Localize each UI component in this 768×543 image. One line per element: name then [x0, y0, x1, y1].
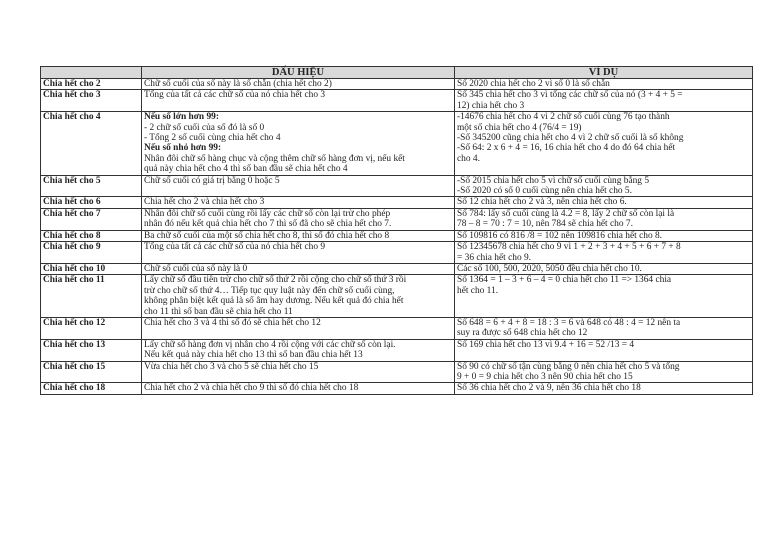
sign-line: Chữ số cuối có giá trị bằng 0 hoặc 5	[144, 175, 280, 186]
sign-line: Nhân đôi chữ số cuối cùng rồi lấy các chữ số còn lại trừ cho phép	[144, 208, 391, 219]
sign-line: Tổng của tất cả các chữ số của nó chia hết cho 3	[144, 90, 326, 101]
sign-line: Lấy chữ số hàng đơn vị nhân cho 4 rồi cộng với các chữ số còn lại.	[144, 339, 396, 350]
header-sign: DẤU HIỆU	[142, 67, 455, 79]
rule-name-cell: Chia hết cho 2	[41, 79, 142, 90]
sign-line: Ba chữ số cuối của một số chia hết cho 8, thì số đó chia hết cho 8	[144, 230, 390, 241]
rule-name-cell: Chia hết cho 3	[41, 90, 142, 112]
example-line: Số 1364 = 1 – 3 + 6 – 4 = 0 chia hết cho 11 => 1364 chia	[457, 275, 672, 286]
table-row	[41, 242, 753, 264]
example-cell	[455, 317, 753, 339]
sign-line: Nếu số nhỏ hơn 99:	[144, 143, 222, 154]
example-line: Số 90 có chữ số tận cùng bằng 0 nên chia hết cho 5 và tổng	[457, 361, 680, 372]
table-row	[41, 275, 753, 318]
example-line: Các số 100, 500, 2020, 5050 đều chia hết cho 10.	[457, 263, 642, 274]
example-line: Số 648 = 6 + 4 + 8 = 18 : 3 = 6 và 648 có 48 : 4 = 12 nên ta	[457, 317, 681, 328]
rule-name-cell: Chia hết cho 8	[41, 230, 142, 241]
example-cell	[455, 275, 753, 318]
table-row	[41, 90, 753, 112]
example-cell	[455, 112, 753, 175]
example-cell	[455, 230, 753, 241]
rule-name-cell: Chia hết cho 4	[41, 112, 142, 175]
rule-name-cell: Chia hết cho 15	[41, 361, 142, 383]
example-line: cho 4.	[457, 153, 480, 164]
table-row	[41, 230, 753, 241]
sign-line: Nhân đôi chữ số hàng chục và cộng thêm chữ số hàng đơn vị, nếu kết	[144, 153, 405, 164]
example-cell	[455, 90, 753, 112]
example-line: Số 169 chia hết cho 13 vì 9.4 + 16 = 52 /13 = 4	[457, 339, 635, 350]
example-cell	[455, 175, 753, 197]
example-line: Số 109816 có 816 /8 = 102 nên 109816 chia hết cho 8.	[457, 230, 663, 241]
example-line: Số 345 chia hết cho 3 vì tổng các chữ số của nó (3 + 4 + 5 =	[457, 90, 683, 101]
example-line: 78 – 8 = 70 : 7 = 10, nên 784 sẽ chia hết cho 7.	[457, 219, 633, 230]
example-line: Số 784: lấy số cuối cùng là 4.2 = 8, lấy 2 chữ số còn lại là	[457, 208, 675, 219]
example-cell	[455, 263, 753, 274]
example-cell	[455, 383, 753, 394]
header-example: VÍ DỤ	[455, 67, 753, 79]
example-line: -Số 2015 chia hết cho 5 vì chữ số cuối cùng bằng 5	[457, 175, 650, 186]
sign-line: trừ cho chữ số thứ 4… Tiếp tục quy luật này đến chữ số cuối cùng,	[144, 285, 395, 296]
table-body	[41, 79, 753, 395]
table-row	[41, 383, 753, 394]
sign-cell	[142, 175, 455, 197]
table-row	[41, 197, 753, 208]
rule-name-cell: Chia hết cho 18	[41, 383, 142, 394]
sign-cell	[142, 230, 455, 241]
sign-line: Tổng của tất cả các chữ số của nó chia hết cho 9	[144, 242, 326, 253]
sign-cell	[142, 79, 455, 90]
example-cell	[455, 242, 753, 264]
example-line: 12) chia hết cho 3	[457, 100, 525, 111]
sign-line: Chia hết cho 2 và chia hết cho 3	[144, 197, 265, 208]
example-cell	[455, 208, 753, 230]
table-row	[41, 208, 753, 230]
sign-line: Lấy chữ số đầu tiên trừ cho chữ số thứ 2 rồi cộng cho chữ số thứ 3 rồi	[144, 275, 407, 286]
sign-line: Chia hết cho 3 và 4 thì số đó sẽ chia hết cho 12	[144, 317, 321, 328]
rule-name-cell: Chia hết cho 10	[41, 263, 142, 274]
example-line: 9 + 0 = 9 chia hết cho 3 nên 90 chia hết cho 15	[457, 371, 633, 382]
rule-name-cell: Chia hết cho 13	[41, 339, 142, 361]
sign-cell	[142, 361, 455, 383]
sign-line: quả này chia hết cho 4 thì số ban đầu sẽ chia hết cho 4	[144, 164, 348, 175]
divisibility-rules-table	[40, 66, 753, 395]
sign-cell	[142, 275, 455, 318]
example-line: -Số 345200 cũng chia hết cho 4 vì 2 chữ số cuối là số không	[457, 133, 684, 144]
sign-line: Vừa chia hết cho 3 và cho 5 sẽ chia hết cho 15	[144, 361, 319, 372]
example-line: suy ra được số 648 chia hết cho 12	[457, 328, 588, 339]
table-row	[41, 361, 753, 383]
table-row	[41, 317, 753, 339]
example-cell	[455, 79, 753, 90]
sign-cell	[142, 90, 455, 112]
table-row	[41, 339, 753, 361]
rule-name-cell: Chia hết cho 6	[41, 197, 142, 208]
rule-name-cell: Chia hết cho 11	[41, 275, 142, 318]
example-cell	[455, 197, 753, 208]
example-line: Số 12 chia hết cho 2 và 3, nên chia hết cho 6.	[457, 197, 627, 208]
example-cell	[455, 339, 753, 361]
sign-line: Nếu số lớn hơn 99:	[144, 112, 219, 123]
sign-line: Chia hết cho 2 và chia hết cho 9 thì số đó chia hết cho 18	[144, 383, 359, 394]
table-row	[41, 112, 753, 175]
table-row	[41, 79, 753, 90]
sign-line: - Tổng 2 số cuối cùng chia hết cho 4	[144, 133, 281, 144]
sign-line: Nếu kết quả này chia hết cho 13 thì số ban đầu chia hết 13	[144, 350, 363, 361]
header-rule	[41, 67, 142, 79]
sign-cell	[142, 383, 455, 394]
sign-line: Chữ số cuối của số này là số chẵn (chia hết cho 2)	[144, 79, 332, 89]
sign-cell	[142, 263, 455, 274]
rule-name-cell: Chia hết cho 7	[41, 208, 142, 230]
sign-line: nhân đó nếu kết quả chia hết cho 7 thì số đã cho sẽ chia hết cho 7.	[144, 219, 392, 230]
sign-line: Chữ số cuối của số này là 0	[144, 263, 248, 274]
example-line: Số 12345678 chia hết cho 9 vì 1 + 2 + 3 + 4 + 5 + 6 + 7 + 8	[457, 242, 681, 253]
example-line: -14676 chia hết cho 4 vì 2 chữ số cuối cùng 76 tạo thành	[457, 112, 670, 123]
example-line: -Số 64: 2 x 6 + 4 = 16, 16 chia hết cho 4 do đó 64 chia hết	[457, 143, 676, 154]
example-line: Số 36 chia hết cho 2 và 9, nên 36 chia hết cho 18	[457, 383, 641, 394]
example-line: Số 2020 chia hết cho 2 vì số 0 là số chẵn	[457, 79, 610, 89]
sign-cell	[142, 317, 455, 339]
example-cell	[455, 361, 753, 383]
example-line: hết cho 11.	[457, 285, 499, 296]
sign-cell	[142, 208, 455, 230]
sign-cell	[142, 339, 455, 361]
table-row	[41, 175, 753, 197]
sign-line: - 2 chữ số cuối của số đó là số 0	[144, 122, 265, 133]
rule-name-cell: Chia hết cho 9	[41, 242, 142, 264]
example-line: -Số 2020 có số 0 cuối cùng nên chia hết cho 5.	[457, 186, 632, 197]
sign-line: cho 11 thì số ban đầu sẽ chia hết cho 11	[144, 306, 293, 317]
sign-cell	[142, 112, 455, 175]
example-line: = 36 chia hết cho 9.	[457, 252, 532, 263]
sign-line: không phân biệt kết quả là số âm hay dương. Nếu kết quả đó chia hết	[144, 296, 404, 307]
example-line: một số chia hết cho 4 (76/4 = 19)	[457, 122, 582, 133]
rule-name-cell: Chia hết cho 12	[41, 317, 142, 339]
rule-name-cell: Chia hết cho 5	[41, 175, 142, 197]
sign-cell	[142, 197, 455, 208]
table-row	[41, 263, 753, 274]
sign-cell	[142, 242, 455, 264]
header-row	[41, 67, 753, 79]
